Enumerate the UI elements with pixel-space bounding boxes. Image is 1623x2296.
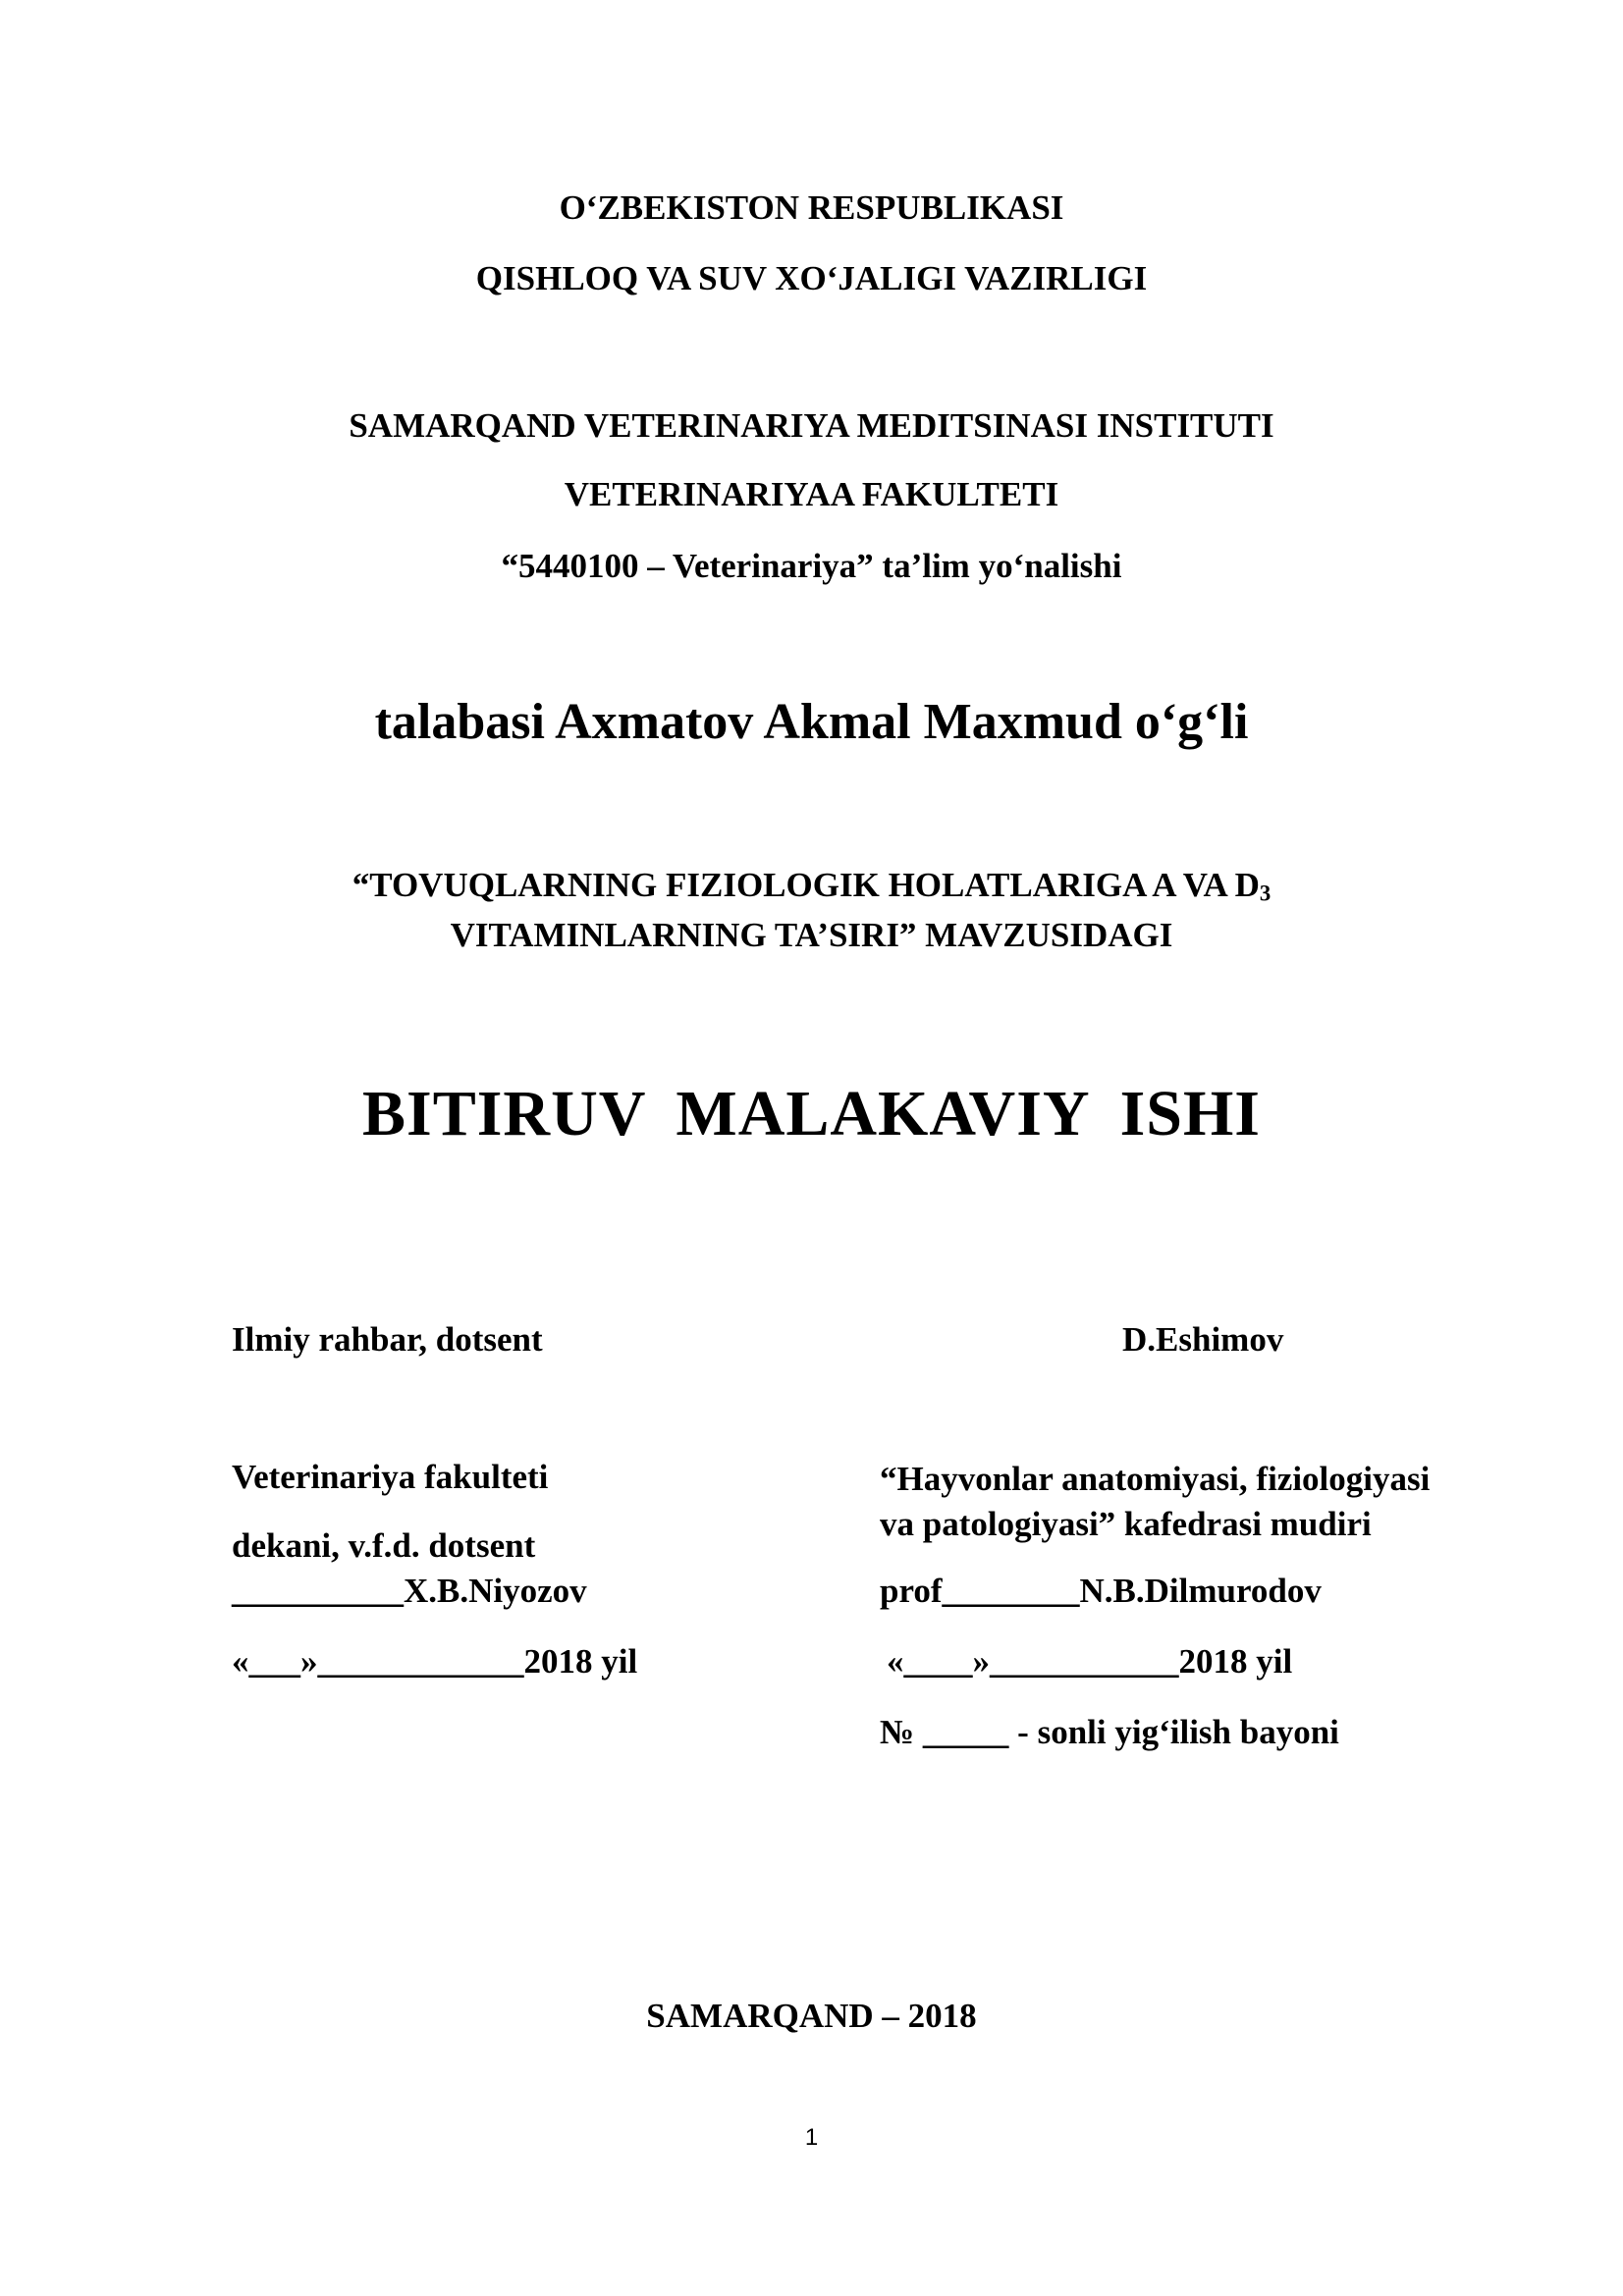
department-head-signature: prof________N.B.Dilmurodov [880,1572,1322,1610]
dean-title: dekani, v.f.d. dotsent [232,1526,536,1565]
document-title [0,1077,1623,1151]
department-line-2: va patologiyasi” kafedrasi mudiri [880,1505,1372,1543]
department-line-1: “Hayvonlar anatomiyasi, fiziologiyasi [880,1460,1431,1498]
student-name: talabasi Axmatov Akmal Maxmud o‘g‘li [374,694,1249,750]
topic-line-1 [0,866,1623,905]
department-head-date: «____»___________2018 yil [887,1642,1293,1681]
page-number: 1 [804,2124,819,2151]
study-direction: “5440100 – Veterinariya” ta’lim yo‘nalishi [501,547,1122,585]
topic-line-2: VITAMINLARNING TA’SIRI” MAVZUSIDAGI [450,916,1173,954]
meeting-protocol: № _____ - sonli yig‘ilish bayoni [880,1713,1339,1751]
place-year: SAMARQAND – 2018 [646,1997,977,2035]
supervisor-role: Ilmiy rahbar, dotsent [232,1320,543,1359]
topic-line-1-text: “TOVUQLARNING FIZIOLOGIK HOLATLARIGA A VA D [352,866,1260,904]
faculty-name: VETERINARIYAA FAKULTETI [564,475,1059,513]
title-word-2: MALAKAVIY [676,1078,1091,1149]
title-word-1: BITIRUV [362,1078,647,1149]
ministry-heading: QISHLOQ VA SUV XO‘JALIGI VAZIRLIGI [475,259,1148,297]
supervisor-name: D.Eshimov [1122,1320,1284,1359]
title-word-3: ISHI [1119,1078,1261,1149]
dean-signature: __________X.B.Niyozov [232,1572,587,1610]
institute-name: SAMARQAND VETERINARIYA MEDITSINASI INSTITUTI [349,406,1274,445]
dean-date: «___»____________2018 yil [232,1642,638,1681]
republic-heading: O‘ZBEKISTON RESPUBLIKASI [559,188,1064,227]
dean-faculty: Veterinariya fakulteti [232,1458,549,1496]
topic-subscript: 3 [1259,881,1271,906]
